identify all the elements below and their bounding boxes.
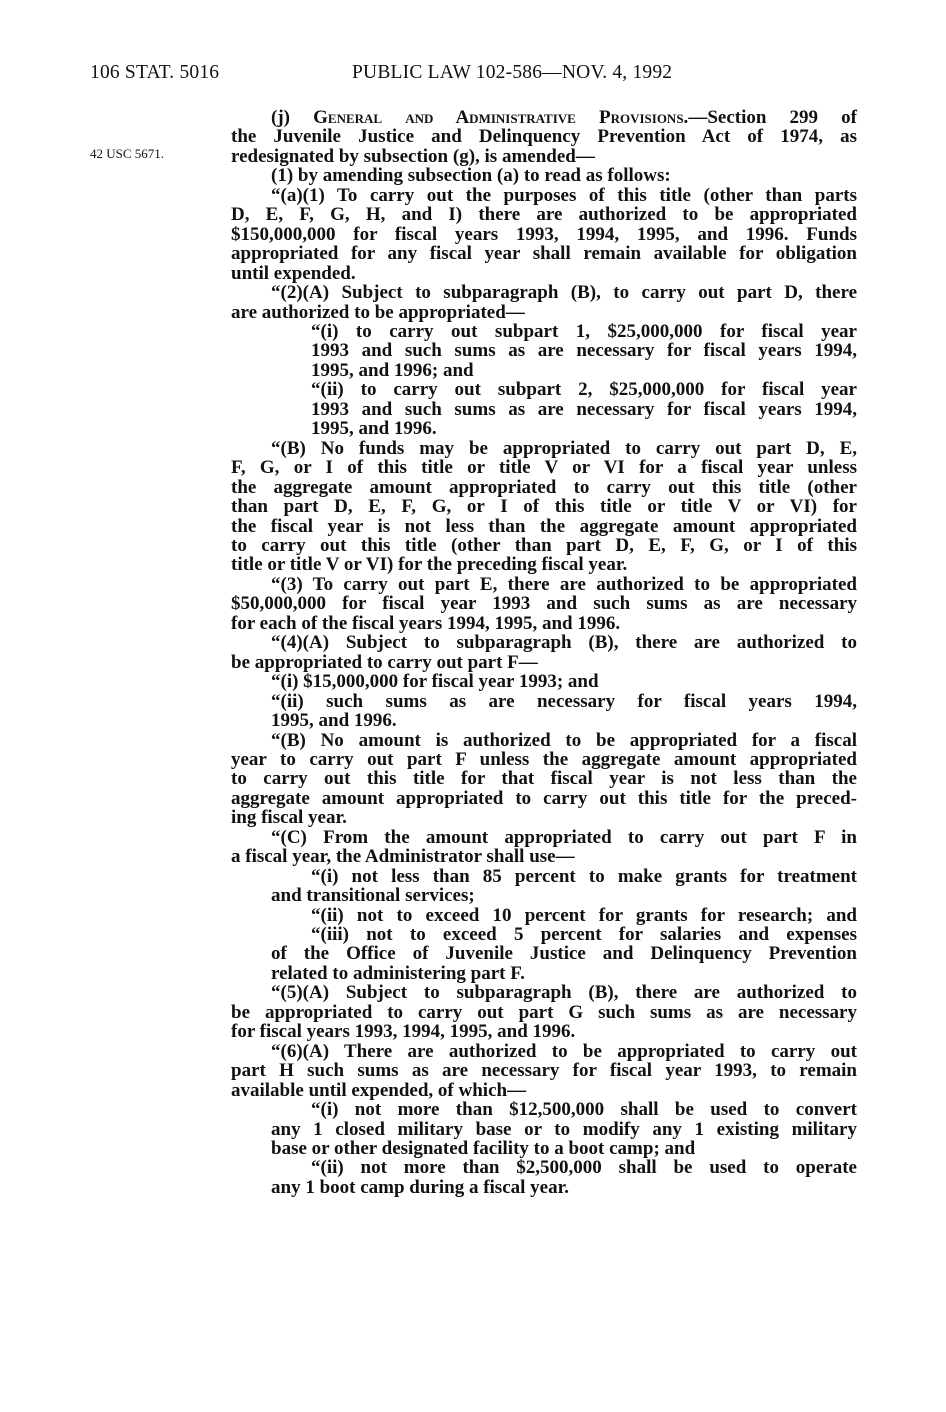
text-line: any 1 boot camp during a fiscal year. <box>271 1176 570 1198</box>
text-line: to carry out this title for that fiscal year is not less than the <box>231 768 857 790</box>
text-line: are authorized to be appropriated— <box>231 301 525 323</box>
text-line: “(ii) not more than $2,500,000 shall be used to operate <box>311 1157 857 1179</box>
text-line: to carry out this title (other than part D, E, F, G, or I of this <box>231 534 857 556</box>
text-line: $150,000,000 for fiscal years 1993, 1994, 1995, and 1996. Funds <box>231 223 857 245</box>
section-label: (j) <box>271 107 314 128</box>
text-line: appropriated for any fiscal year shall remain available for obligation <box>231 243 857 265</box>
text-line: “(ii) not to exceed 10 percent for grants for research; and <box>311 904 857 926</box>
text-line: be appropriated to carry out part G such sums as are necessary <box>231 1001 857 1023</box>
text-line: “(i) to carry out subpart 1, $25,000,000 for fiscal year <box>311 320 857 342</box>
text-line: year to carry out part F unless the aggregate amount appropriated <box>231 748 857 770</box>
text-line: the Juvenile Justice and Delinquency Prevention Act of 1974, as <box>231 126 857 148</box>
text-line: ing fiscal year. <box>231 807 347 829</box>
text-line: “(i) not less than 85 percent to make grants for treatment <box>311 865 857 887</box>
usc-margin-citation: 42 USC 5671. <box>90 146 165 161</box>
text-line: “(3) To carry out part E, there are authorized to be appropriated <box>271 573 857 595</box>
text-line: “(C) From the amount appropriated to carry out part F in <box>271 826 857 848</box>
text-line: “(a)(1) To carry out the purposes of this title (other than parts <box>271 184 857 206</box>
text-line: “(B) No amount is authorized to be appropriated for a fiscal <box>271 729 857 751</box>
text-line: 1995, and 1996; and <box>311 359 474 381</box>
text-line: 1995, and 1996. <box>311 418 437 440</box>
text-line: be appropriated to carry out part F— <box>231 651 538 673</box>
text-line: “(i) not more than $12,500,000 shall be used to convert <box>311 1099 857 1121</box>
text-line: related to administering part F. <box>271 962 525 984</box>
text-line: a fiscal year, the Administrator shall use— <box>231 846 575 868</box>
text-line: title or title V or VI) for the preceding fiscal year. <box>231 554 628 576</box>
text-line: “(i) $15,000,000 for fiscal year 1993; and <box>271 671 599 693</box>
section-heading: General and Administrative Provisions. <box>313 107 689 128</box>
text-line: 1993 and such sums as are necessary for fiscal years 1994, <box>311 398 857 420</box>
text-line: (1) by amending subsection (a) to read as follows: <box>271 165 671 187</box>
text-line: “(2)(A) Subject to subparagraph (B), to carry out part D, there <box>271 282 857 304</box>
section-intro: —Section 299 of <box>688 107 858 128</box>
text-line: “(ii) to carry out subpart 2, $25,000,000 for fiscal year <box>311 379 857 401</box>
text-line: F, G, or I of this title or title V or VI for a fiscal year unless <box>231 457 857 479</box>
text-line: “(ii) such sums as are necessary for fiscal years 1994, <box>271 690 857 712</box>
text-line: and transitional services; <box>271 885 475 907</box>
text-line: of the Office of Juvenile Justice and Delinquency Prevention <box>271 943 857 965</box>
text-line: for fiscal years 1993, 1994, 1995, and 1996. <box>231 1021 576 1043</box>
text-line: $50,000,000 for fiscal year 1993 and such sums as are necessary <box>231 593 857 615</box>
text-line: any 1 closed military base or to modify any 1 existing military <box>271 1118 857 1140</box>
section-heading-line <box>231 108 857 127</box>
text-line: for each of the fiscal years 1994, 1995, and 1996. <box>231 612 621 634</box>
text-line: the fiscal year is not less than the aggregate amount appropriated <box>231 515 857 537</box>
text-line: until expended. <box>231 262 356 284</box>
text-line: 1993 and such sums as are necessary for fiscal years 1994, <box>311 340 857 362</box>
text-line: “(4)(A) Subject to subparagraph (B), there are authorized to <box>271 632 857 654</box>
text-line: “(B) No funds may be appropriated to carry out part D, E, <box>271 437 857 459</box>
text-line: than part D, E, F, G, or I of this title or title V or VI) for <box>231 496 857 518</box>
text-line: 1995, and 1996. <box>271 710 397 732</box>
public-law-citation: PUBLIC LAW 102-586—NOV. 4, 1992 <box>352 62 673 83</box>
law-text-body <box>231 108 857 1197</box>
text-line: the aggregate amount appropriated to carry out this title (other <box>231 476 857 498</box>
text-line: D, E, F, G, H, and I) there are authorized to be appropriated <box>231 204 857 226</box>
text-line: “(5)(A) Subject to subparagraph (B), there are authorized to <box>271 982 857 1004</box>
statute-page-number: 106 STAT. 5016 <box>90 62 220 83</box>
text-line: aggregate amount appropriated to carry out this title for the preced- <box>231 787 857 809</box>
text-line: base or other designated facility to a boot camp; and <box>271 1138 696 1160</box>
text-line: available until expended, of which— <box>231 1079 527 1101</box>
text-line: “(iii) not to exceed 5 percent for salaries and expenses <box>311 924 857 946</box>
text-line: “(6)(A) There are authorized to be appropriated to carry out <box>271 1040 857 1062</box>
text-line: redesignated by subsection (g), is amended— <box>231 145 595 167</box>
text-line: part H such sums as are necessary for fiscal year 1993, to remain <box>231 1060 857 1082</box>
